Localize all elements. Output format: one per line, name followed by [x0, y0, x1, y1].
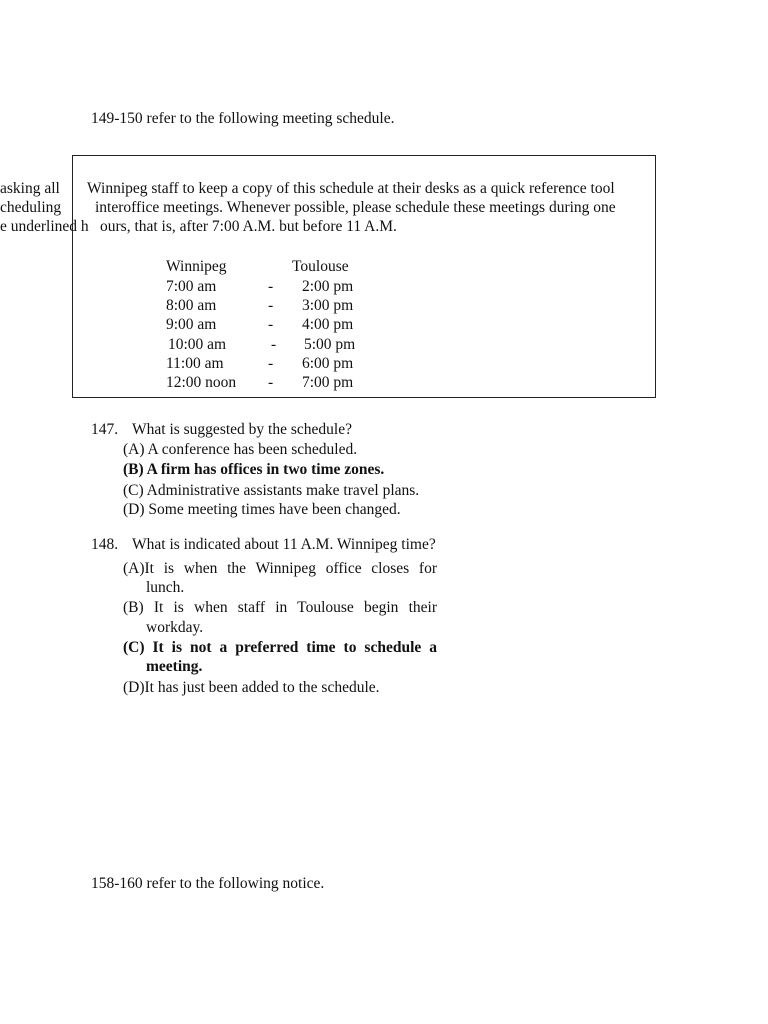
time-separator: -	[271, 336, 277, 353]
time-separator: -	[268, 355, 274, 372]
notice-line3-left: e underlined h	[0, 218, 89, 235]
question-text: What is indicated about 11 A.M. Winnipeg time?	[132, 536, 436, 553]
toulouse-time: 4:00 pm	[302, 316, 354, 333]
option-d: (D)It has just been added to the schedule.	[123, 679, 380, 696]
toulouse-time: 3:00 pm	[302, 297, 354, 314]
section-intro-149-150: 149-150 refer to the following meeting schedule.	[91, 110, 395, 127]
notice-line3-right: ours, that is, after 7:00 A.M. but before 11 A.M.	[100, 218, 397, 235]
option-c: (C) Administrative assistants make travel plans.	[123, 482, 420, 499]
option-c-cont: meeting.	[146, 658, 203, 675]
option-c: (C) It is not a preferred time to schedule a	[123, 639, 437, 656]
question-text: What is suggested by the schedule?	[132, 421, 352, 438]
winnipeg-time: 10:00 am	[168, 336, 227, 353]
time-separator: -	[268, 374, 274, 391]
toulouse-time: 7:00 pm	[302, 374, 354, 391]
time-separator: -	[268, 316, 274, 333]
option-b-cont: workday.	[146, 619, 204, 636]
winnipeg-time: 8:00 am	[166, 297, 217, 314]
time-separator: -	[268, 297, 274, 314]
toulouse-time: 5:00 pm	[304, 336, 356, 353]
winnipeg-time: 12:00 noon	[166, 374, 237, 391]
option-a: (A)It is when the Winnipeg office closes for	[123, 560, 437, 577]
question-number: 147.	[91, 421, 119, 438]
toulouse-time: 6:00 pm	[302, 355, 354, 372]
question-number: 148.	[91, 536, 119, 553]
notice-line1-right: Winnipeg staff to keep a copy of this schedule at their desks as a quick reference tool	[87, 180, 615, 197]
header-toulouse: Toulouse	[292, 258, 349, 275]
notice-line1-left: asking all	[0, 180, 60, 197]
option-b: (B) A firm has offices in two time zones.	[123, 461, 385, 478]
option-b: (B) It is when staff in Toulouse begin their	[123, 599, 437, 616]
toulouse-time: 2:00 pm	[302, 278, 354, 295]
winnipeg-time: 11:00 am	[166, 355, 224, 372]
option-a-cont: lunch.	[146, 579, 185, 596]
section-intro-158-160: 158-160 refer to the following notice.	[91, 875, 325, 892]
option-a: (A) A conference has been scheduled.	[123, 441, 358, 458]
option-d: (D) Some meeting times have been changed.	[123, 501, 401, 518]
winnipeg-time: 9:00 am	[166, 316, 217, 333]
notice-line2-right: interoffice meetings. Whenever possible, please schedule these meetings during one	[95, 199, 616, 216]
time-separator: -	[268, 278, 274, 295]
notice-line2-left: cheduling	[0, 199, 62, 216]
winnipeg-time: 7:00 am	[166, 278, 217, 295]
header-winnipeg: Winnipeg	[166, 258, 227, 275]
